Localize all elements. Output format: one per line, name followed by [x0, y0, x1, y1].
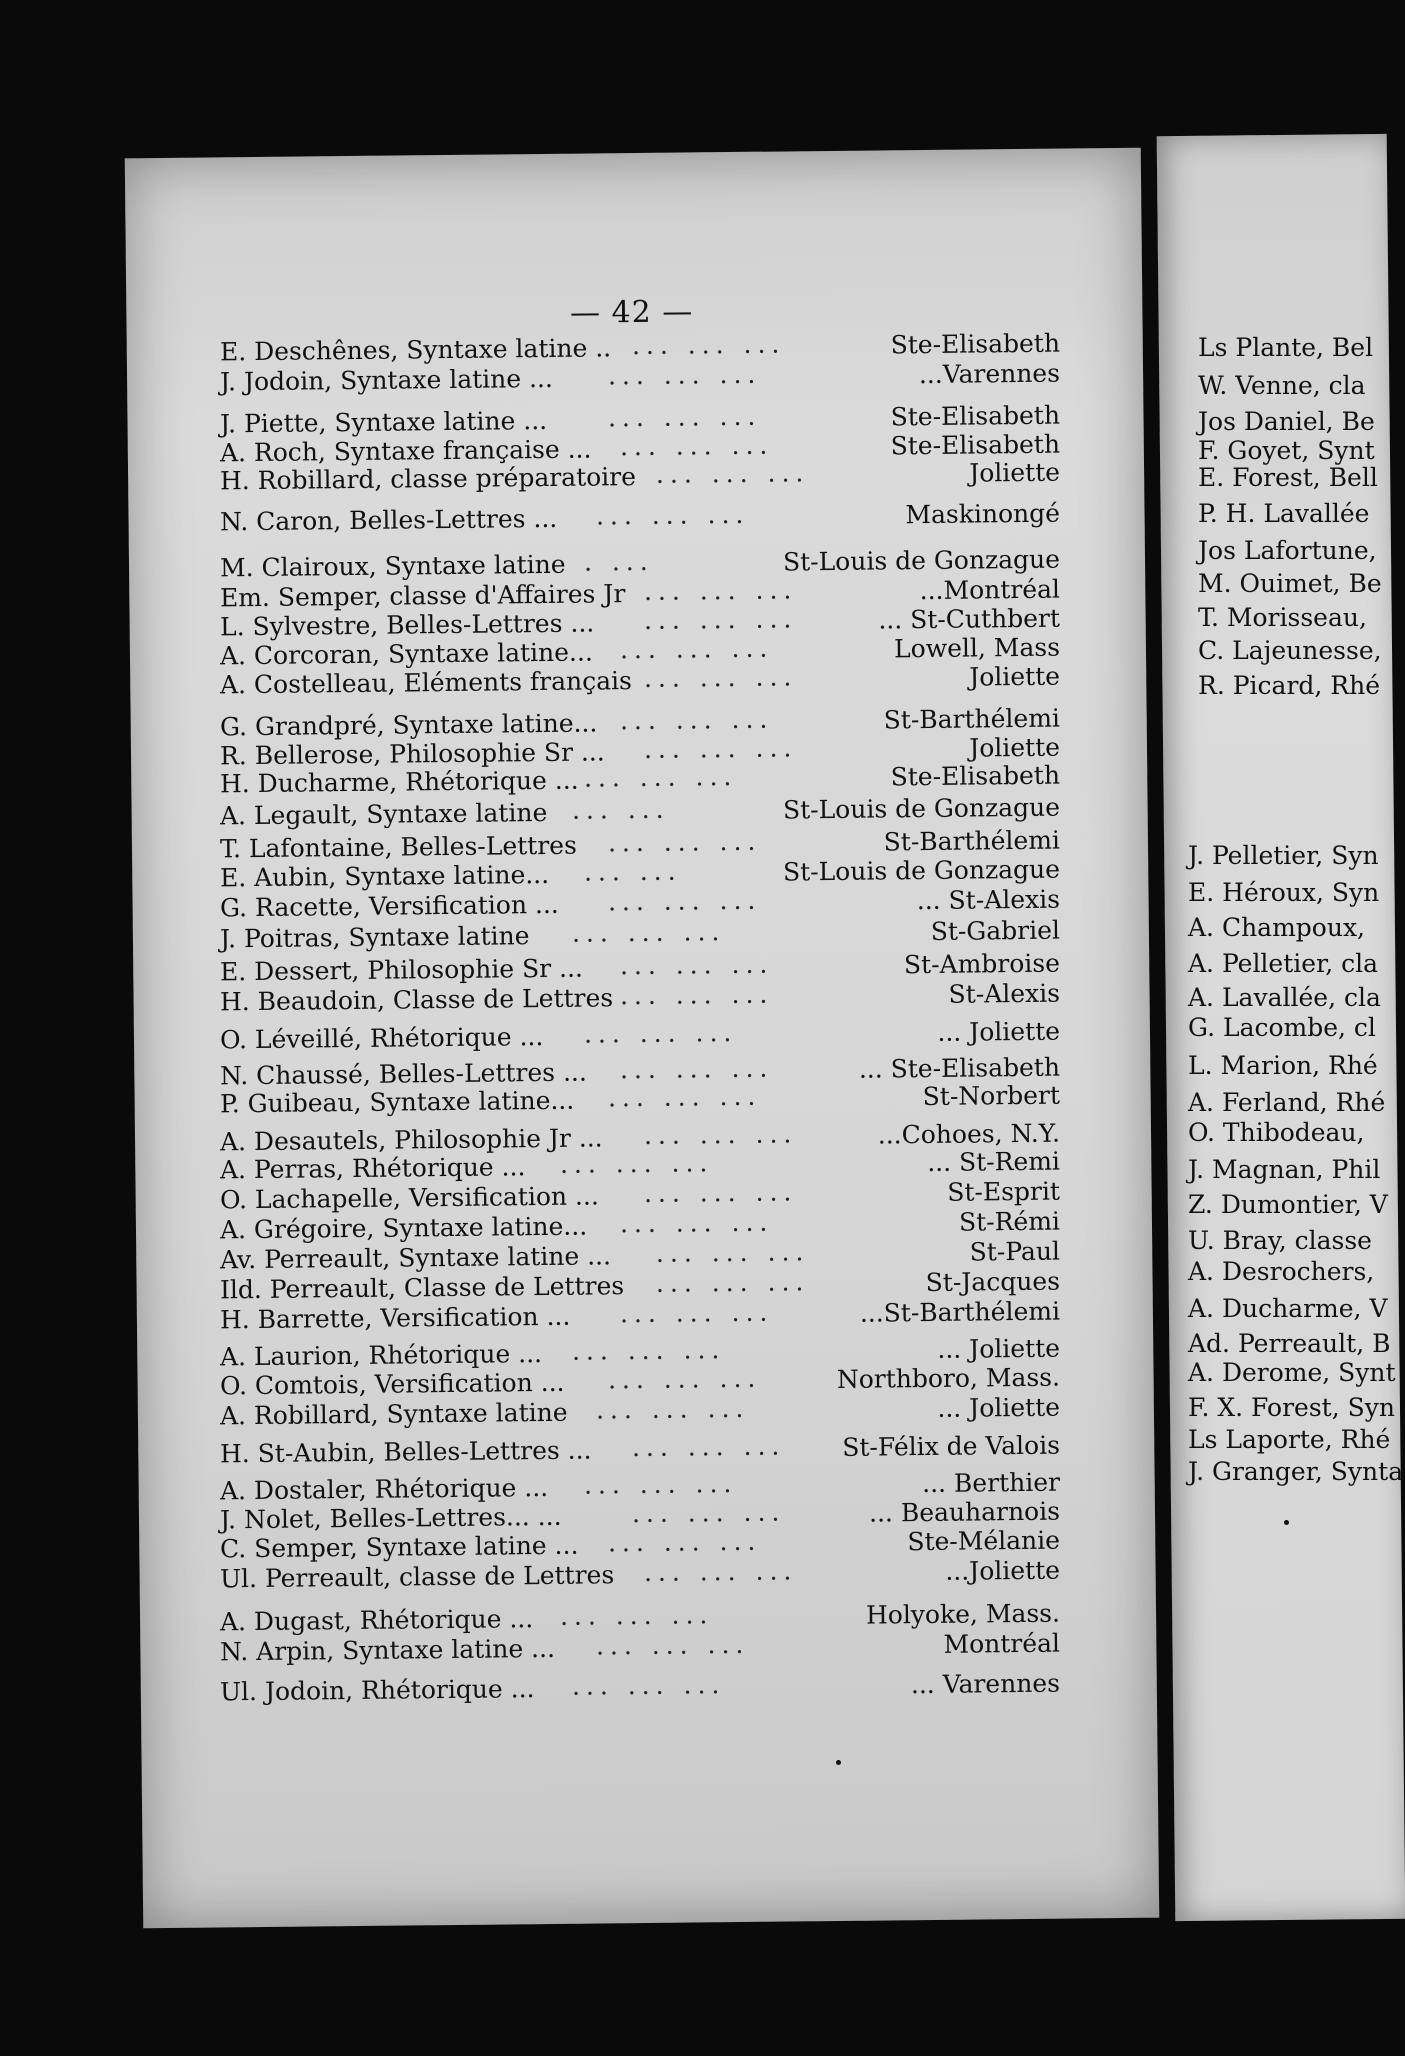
hometown: St-Paul	[969, 1236, 1061, 1267]
list-item: J. Pelletier, Syn	[1188, 841, 1379, 870]
leader-dots: ... ... ...	[643, 575, 798, 606]
leader-dots: ... ... ...	[607, 885, 762, 917]
leader-dots: ... ... ...	[571, 1670, 726, 1701]
leader-dots: ... ... ...	[559, 1600, 714, 1631]
hometown: Joliette	[969, 732, 1061, 763]
leader-dots: ... ... ...	[619, 1297, 774, 1329]
leader-dots: ... ... ...	[583, 761, 738, 793]
list-item: E. Héroux, Syn	[1188, 878, 1380, 907]
hometown: St-Barthélemi	[883, 825, 1061, 857]
student-name-course: A. Dugast, Rhétorique ...	[219, 1604, 534, 1637]
leader-dots: ... ... ...	[643, 1119, 798, 1150]
list-item	[220, 1430, 1060, 1471]
leader-dots: ... ... ...	[631, 1497, 786, 1529]
student-name-course: M. Clairoux, Syntaxe latine	[219, 549, 566, 583]
leader-dots: ... ... ...	[619, 633, 774, 665]
hometown: Joliette	[969, 457, 1061, 488]
leader-dots: ... ... ...	[607, 826, 762, 858]
student-name-course: R. Bellerose, Philosophie Sr ...	[219, 737, 605, 771]
student-name-course: E. Aubin, Syntaxe latine...	[219, 859, 550, 893]
leader-dots: ... ... ...	[643, 733, 798, 764]
leader-dots: ... ... ...	[619, 430, 774, 462]
hometown: ... St-Cuthbert	[878, 603, 1061, 635]
list-item: A. Derome, Synt	[1188, 1358, 1396, 1387]
list-item: C. Lajeunesse,	[1198, 636, 1382, 665]
list-item: A. Ducharme, V	[1188, 1294, 1388, 1323]
student-name-course: A. Dostaler, Rhétorique ...	[219, 1472, 549, 1506]
list-item: Ad. Perreault, B	[1188, 1329, 1391, 1358]
hometown: St-Gabriel	[930, 915, 1061, 946]
list-item: Jos Daniel, Be	[1198, 407, 1375, 436]
ink-speck	[836, 1760, 841, 1765]
list-item: Z. Dumontier, V	[1188, 1190, 1388, 1219]
student-name-course: Av. Perreault, Syntaxe latine ...	[219, 1241, 612, 1275]
list-item: E. Forest, Bell	[1198, 463, 1378, 492]
hometown: ... St-Alexis	[916, 884, 1061, 916]
hometown: ...St-Barthélemi	[859, 1296, 1061, 1328]
list-item	[220, 1668, 1060, 1709]
list-item: O. Thibodeau,	[1188, 1118, 1365, 1147]
list-item	[220, 498, 1060, 539]
hometown: St-Louis de Gonzague	[782, 544, 1061, 577]
list-item: J. Granger, Synta	[1188, 1457, 1404, 1486]
leader-dots: ... ... ...	[619, 949, 774, 981]
student-name-course: A. Roch, Syntaxe française ...	[219, 434, 592, 468]
leader-dots: ... ... ...	[583, 1468, 738, 1500]
hometown: ... St-Remi	[927, 1146, 1061, 1177]
leader-dots: ... ... ...	[643, 604, 798, 635]
hometown: St-Louis de Gonzague	[782, 854, 1061, 887]
student-name-course: O. Lachapelle, Versification ...	[219, 1181, 599, 1215]
hometown: Joliette	[969, 661, 1061, 692]
ink-speck	[1284, 1520, 1289, 1525]
student-name-course: H. Robillard, classe préparatoire	[219, 462, 637, 496]
list-item: P. H. Lavallée	[1198, 499, 1370, 528]
leader-dots: ... ... ...	[607, 1081, 762, 1113]
leader-dots: ... ... ...	[643, 1556, 798, 1587]
leader-dots: ... ... ...	[571, 1335, 726, 1366]
leader-dots: ... ... ...	[619, 1207, 774, 1239]
hometown: St-Louis de Gonzague	[782, 792, 1061, 825]
hometown: ... Joliette	[937, 1392, 1061, 1423]
list-item: M. Ouimet, Be	[1198, 569, 1382, 598]
list-item: W. Venne, cla	[1198, 371, 1366, 400]
student-name-course: O. Léveillé, Rhétorique ...	[219, 1022, 544, 1055]
leader-dots: ... ... ...	[595, 1629, 750, 1661]
student-name-course: L. Sylvestre, Belles-Lettres ...	[219, 608, 595, 642]
leader-dots: ... ... ...	[595, 499, 750, 531]
list-item: A. Pelletier, cla	[1188, 949, 1379, 978]
hometown: ... Varennes	[910, 1668, 1061, 1700]
student-name-course: Ul. Jodoin, Rhétorique ...	[219, 1674, 535, 1707]
list-item: A. Lavallée, cla	[1188, 983, 1381, 1012]
list-item	[220, 1016, 1060, 1057]
student-name-course: A. Desautels, Philosophie Jr ...	[219, 1123, 603, 1157]
leader-dots: ... ... ...	[619, 704, 774, 736]
hometown: St-Barthélemi	[883, 703, 1061, 735]
hometown: Ste-Mélanie	[907, 1525, 1061, 1557]
hometown: ... Joliette	[937, 1333, 1061, 1364]
hometown: Lowell, Mass	[893, 632, 1061, 664]
leader-dots: ... ... ...	[631, 329, 786, 361]
hometown: St-Rémi	[958, 1206, 1061, 1237]
student-name-course: E. Dessert, Philosophie Sr ...	[219, 953, 584, 987]
list-item: Ls Laporte, Rhé	[1188, 1425, 1391, 1454]
hometown: Ste-Elisabeth	[890, 760, 1061, 792]
hometown: ... Joliette	[937, 1016, 1061, 1047]
student-name-course: Ul. Perreault, classe de Lettres	[219, 1560, 615, 1594]
student-name-course: G. Grandpré, Syntaxe latine...	[219, 708, 598, 742]
student-name-course: A. Laurion, Rhétorique ...	[219, 1339, 543, 1372]
student-name-course: T. Lafontaine, Belles-Lettres	[219, 830, 577, 864]
student-name-course: A. Legault, Syntaxe latine	[219, 797, 548, 831]
hometown: ... Berthier	[922, 1467, 1061, 1499]
leader-dots: ... ... ...	[643, 1177, 798, 1208]
hometown: Ste-Elisabeth	[890, 429, 1061, 461]
student-name-course: J. Poitras, Syntaxe latine	[219, 921, 530, 954]
student-name-course: N. Chaussé, Belles-Lettres ...	[219, 1057, 587, 1091]
hometown: St-Alexis	[948, 978, 1061, 1009]
leader-dots: ... ... ...	[595, 1393, 750, 1425]
list-item: F. X. Forest, Syn	[1188, 1393, 1395, 1422]
list-item: F. Goyet, Synt	[1198, 436, 1375, 465]
hometown: Ste-Elisabeth	[890, 400, 1061, 432]
leader-dots: ... ... ...	[655, 1237, 810, 1268]
student-name-course: E. Deschênes, Syntaxe latine ..	[219, 333, 612, 367]
student-name-course: H. Ducharme, Rhétorique ...	[219, 765, 579, 799]
list-item: R. Picard, Rhé	[1198, 671, 1381, 700]
leader-dots: ... ... ...	[619, 979, 774, 1011]
hometown: Ste-Elisabeth	[890, 328, 1061, 360]
student-name-course: J. Piette, Syntaxe latine ...	[219, 405, 548, 439]
student-name-course: N. Caron, Belles-Lettres ...	[219, 503, 558, 537]
leader-dots: ... ... ...	[655, 1267, 810, 1298]
leader-dots: ... ... ...	[583, 1017, 738, 1049]
list-item: L. Marion, Rhé	[1188, 1051, 1378, 1080]
list-item: Jos Lafortune,	[1198, 536, 1377, 565]
hometown: Montréal	[943, 1628, 1061, 1659]
student-name-course: A. Costelleau, Eléments français	[219, 666, 633, 700]
hometown: ...Montréal	[919, 574, 1061, 606]
student-name-course: J. Nolet, Belles-Lettres... ...	[219, 1501, 562, 1535]
student-name-course: Em. Semper, classe d'Affaires Jr	[219, 579, 626, 613]
student-name-course: Ild. Perreault, Classe de Lettres	[219, 1271, 625, 1305]
leader-dots: ... ...	[571, 794, 670, 825]
hometown: St-Ambroise	[903, 948, 1061, 980]
list-item: J. Magnan, Phil	[1188, 1155, 1381, 1184]
leader-dots: ... ... ...	[607, 1363, 762, 1395]
leader-dots: ... ... ...	[607, 359, 762, 391]
leader-dots: ... ... ...	[619, 1053, 774, 1085]
hometown: St-Jacques	[925, 1266, 1061, 1298]
leader-dots: ... ... ...	[571, 917, 726, 948]
hometown: ...Varennes	[918, 358, 1061, 390]
leader-dots: ... ... ...	[643, 662, 798, 693]
student-name-course: A. Corcoran, Syntaxe latine...	[219, 637, 593, 671]
page-number: — 42 —	[569, 294, 694, 331]
list-item: A. Ferland, Rhé	[1188, 1088, 1386, 1117]
hometown: St-Félix de Valois	[842, 1430, 1061, 1462]
list-item: G. Lacombe, cl	[1188, 1013, 1376, 1042]
leader-dots: ... ... ...	[559, 1148, 714, 1179]
hometown: St-Norbert	[922, 1080, 1061, 1112]
student-name-course: P. Guibeau, Syntaxe latine...	[219, 1085, 575, 1119]
student-name-course: H. Barrette, Versification ...	[219, 1301, 571, 1335]
leader-dots: ... ... ...	[655, 458, 810, 489]
hometown: Maskinongé	[905, 498, 1061, 530]
student-name-course: A. Grégoire, Syntaxe latine...	[219, 1211, 588, 1245]
hometown: ...Joliette	[945, 1555, 1061, 1586]
leader-dots: ... ... ...	[607, 401, 762, 433]
leader-dots: ... ... ...	[607, 1526, 762, 1558]
student-name-course: C. Semper, Syntaxe latine ...	[219, 1530, 579, 1564]
list-item: Ls Plante, Bel	[1198, 333, 1374, 362]
hometown: Holyoke, Mass.	[865, 1598, 1061, 1630]
list-item: A. Desrochers,	[1188, 1257, 1375, 1286]
student-name-course: J. Jodoin, Syntaxe latine ...	[219, 363, 554, 397]
leader-dots: . ...	[583, 546, 654, 577]
hometown: ...Cohoes, N.Y.	[877, 1118, 1061, 1150]
list-item: A. Champoux,	[1188, 913, 1365, 942]
student-name-course: H. Beaudoin, Classe de Lettres	[219, 983, 614, 1017]
leader-dots: ... ... ...	[631, 1431, 786, 1463]
student-name-course: N. Arpin, Syntaxe latine ...	[219, 1633, 556, 1667]
student-name-course: O. Comtois, Versification ...	[219, 1367, 565, 1401]
student-name-course: G. Racette, Versification ...	[219, 889, 559, 923]
hometown: St-Esprit	[947, 1176, 1061, 1207]
student-name-course: A. Robillard, Syntaxe latine	[219, 1397, 568, 1431]
hometown: Northboro, Mass.	[836, 1362, 1061, 1394]
hometown: ... Beauharnois	[868, 1496, 1061, 1528]
list-item: T. Morisseau,	[1198, 603, 1367, 632]
student-name-course: A. Perras, Rhétorique ...	[219, 1152, 526, 1185]
leader-dots: ... ...	[583, 856, 682, 887]
hometown: ... Ste-Elisabeth	[858, 1052, 1061, 1084]
student-name-course: H. St-Aubin, Belles-Lettres ...	[219, 1435, 592, 1469]
list-item: U. Bray, classe	[1188, 1226, 1372, 1255]
